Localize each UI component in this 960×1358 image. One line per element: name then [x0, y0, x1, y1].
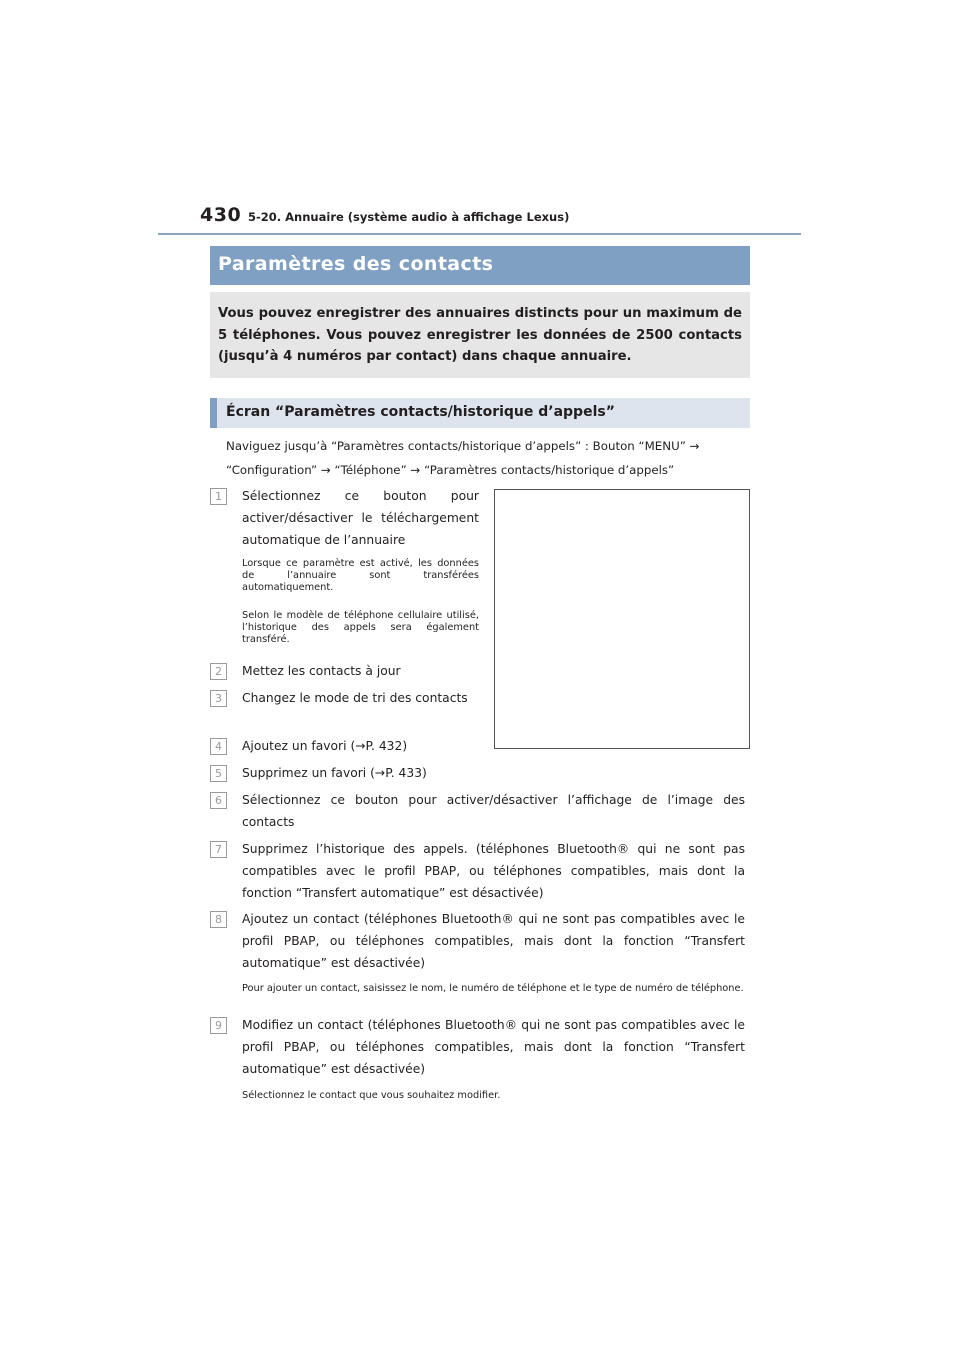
item-note: Pour ajouter un contact, saisissez le nom, le numéro de téléphone et le type de numéro de téléphone.	[242, 983, 744, 994]
subsection-accent-bar	[210, 398, 217, 428]
chapter-header: 5-20. Annuaire (système audio à affichage Lexus)	[248, 210, 570, 224]
callout-number: 7	[210, 841, 227, 858]
item-text: Sélectionnez ce bouton pour activer/désactiver l’affichage de l’image des contacts	[242, 793, 745, 829]
callout-number: 1	[210, 488, 227, 505]
header-rule	[158, 233, 801, 235]
item-note: Sélectionnez le contact que vous souhaitez modifier.	[242, 1090, 501, 1101]
item-text: Ajoutez un favori (→P. 432)	[242, 739, 408, 753]
intro-text: Vous pouvez enregistrer des annuaires distincts pour un maximum de 5 téléphones. Vous pouvez enregistrer les données de 2500 contacts (jusqu’à 4 numéros par contact) dans chaque annuaire.	[218, 306, 742, 364]
item-text: Ajoutez un contact (téléphones Bluetooth® qui ne sont pas compatibles avec le profil PBAP, ou téléphones compatibles, mais dont la fonction “Transfert automatique” est désactivée)	[242, 912, 745, 970]
callout-number: 5	[210, 765, 227, 782]
item-text: Changez le mode de tri des contacts	[242, 691, 468, 705]
screen-illustration	[494, 489, 750, 749]
section-banner	[210, 246, 750, 285]
callout-number: 6	[210, 792, 227, 809]
item-text: Modifiez un contact (téléphones Bluetooth® qui ne sont pas compatibles avec le profil PBAP, ou téléphones compatibles, mais dont la fonction “Transfert automatique” est désactivée)	[242, 1018, 745, 1076]
item-text: Sélectionnez ce bouton pour activer/désactiver le téléchargement automatique de l’annuaire	[242, 489, 479, 547]
subsection-title: Écran “Paramètres contacts/historique d’appels”	[226, 404, 615, 420]
item-text: Supprimez l’historique des appels. (téléphones Bluetooth® qui ne sont pas compatibles avec le profil PBAP, ou téléphones compatibles, mais dont la fonction “Transfert automatique” est désactivée)	[242, 842, 745, 900]
subsection-banner	[210, 398, 750, 428]
item-note: Lorsque ce paramètre est activé, les données de l’annuaire sont transférées automatiquement.	[242, 558, 479, 593]
item-note: Selon le modèle de téléphone cellulaire utilisé, l’historique des appels sera également transféré.	[242, 610, 479, 645]
callout-number: 4	[210, 738, 227, 755]
intro-box	[210, 292, 750, 378]
callout-number: 8	[210, 911, 227, 928]
callout-number: 3	[210, 690, 227, 707]
callout-number: 9	[210, 1017, 227, 1034]
navigation-path: Naviguez jusqu’à “Paramètres contacts/historique d’appels” : Bouton “MENU” → “Configuration” → “Téléphone” → “Paramètres contacts/historique d’appels”	[226, 439, 700, 477]
item-text: Supprimez un favori (→P. 433)	[242, 766, 427, 780]
section-title: Paramètres des contacts	[218, 253, 494, 275]
item-text: Mettez les contacts à jour	[242, 664, 401, 678]
callout-number: 2	[210, 663, 227, 680]
page-number: 430	[200, 204, 242, 226]
